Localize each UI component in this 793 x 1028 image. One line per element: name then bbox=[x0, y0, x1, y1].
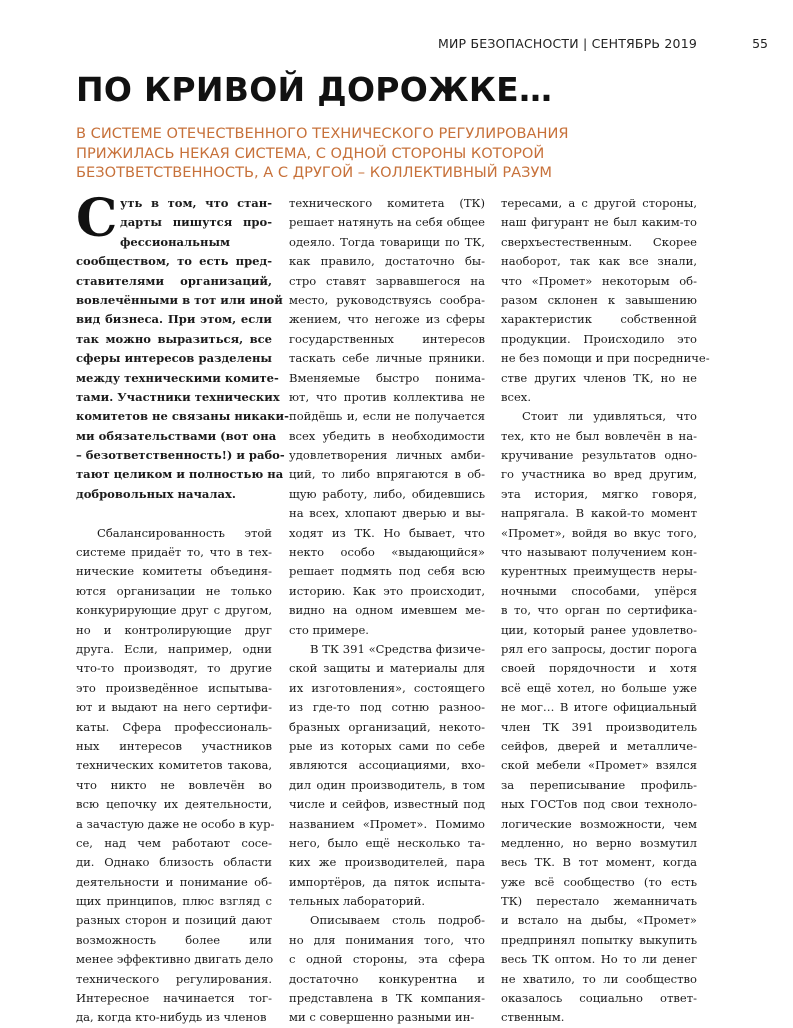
text-line: курентных преимуществ неры- bbox=[501, 564, 697, 579]
text-line: системе придаёт то, что в тех- bbox=[76, 545, 272, 560]
text-line: но и контролирующие друг bbox=[76, 622, 272, 637]
text-line: кручивание результатов одно- bbox=[501, 448, 697, 463]
text-line: сто примере. bbox=[289, 622, 369, 637]
text-line: из где-то под сотню разноо- bbox=[289, 700, 485, 715]
text-line: и встало на дыбы, «Промет» bbox=[501, 913, 697, 928]
text-line: конкурирующие друг с другом, bbox=[76, 603, 272, 618]
lead-line: В СИСТЕМЕ ОТЕЧЕСТВЕННОГО ТЕХНИЧЕСКОГО РЕГУЛИРОВАНИЯ bbox=[76, 125, 569, 142]
text-line: наш фигурант не был каким-то bbox=[501, 215, 697, 230]
text-line: это произведённое испытыва- bbox=[76, 680, 272, 695]
text-line: сейфов, дверей и металличе- bbox=[501, 738, 697, 753]
text-line: Стоит ли удивляться, что bbox=[522, 409, 697, 424]
text-line: рял его запросы, достиг порога bbox=[501, 641, 697, 656]
text-line: Сбалансированность этой bbox=[97, 525, 272, 540]
article-column-2 bbox=[289, 194, 485, 1028]
text-line: ночными способами, упёрся bbox=[501, 583, 697, 598]
text-line: возможность более или bbox=[76, 932, 272, 947]
text-line: рые из которых сами по себе bbox=[289, 738, 485, 753]
text-line: что называют получением кон- bbox=[501, 545, 697, 560]
text-line: дил один производитель, в том bbox=[289, 777, 485, 792]
text-line: представлена в ТК компания- bbox=[289, 991, 485, 1006]
text-line: каты. Сфера профессиональ- bbox=[76, 719, 272, 734]
text-line: сферы интересов разделены bbox=[76, 351, 272, 366]
text-line: логические возможности, чем bbox=[501, 816, 697, 831]
text-line: а зачастую даже не особо в кур- bbox=[76, 816, 275, 831]
text-line: решает подмять под себя всю bbox=[289, 564, 485, 579]
text-line: уть в том, что стан- bbox=[120, 196, 272, 210]
text-line: ются организации не только bbox=[76, 583, 272, 598]
text-line: являются ассоциациями, вхо- bbox=[289, 758, 485, 773]
text-line: нические комитеты объединя- bbox=[76, 564, 272, 579]
text-line: тересами, а с другой стороны, bbox=[501, 196, 697, 210]
text-line: их изготовления», состоящего bbox=[289, 680, 485, 695]
text-line: всю цепочку их деятельности, bbox=[76, 797, 272, 812]
text-line: ют, что против коллектива не bbox=[289, 389, 485, 404]
text-line: ходят из ТК. Но бывает, что bbox=[289, 525, 485, 540]
text-line: фессиональным bbox=[120, 234, 231, 249]
text-line: добровольных началах. bbox=[76, 486, 236, 501]
text-line: се, над чем работают сосе- bbox=[76, 835, 272, 850]
text-line: не мог… В итоге официальный bbox=[501, 700, 697, 715]
text-line: ской защиты и материалы для bbox=[289, 661, 485, 676]
text-line: технического регулирования. bbox=[76, 971, 272, 986]
drop-cap: С bbox=[76, 188, 118, 249]
text-line: что-то производят, то другие bbox=[76, 661, 272, 676]
text-line: удовлетворения личных амби- bbox=[289, 448, 485, 463]
text-line: ТК) перестало жеманничать bbox=[501, 894, 697, 909]
text-line: в то, что орган по сертифика- bbox=[501, 603, 697, 618]
text-line: как правило, достаточно бы- bbox=[289, 254, 485, 269]
text-line: сверхъестественным. Скорее bbox=[501, 234, 697, 249]
text-line: стве других членов ТК, но не bbox=[501, 370, 697, 385]
text-line: не без помощи и при посредниче- bbox=[501, 351, 710, 366]
text-line: эта история, мягко говоря, bbox=[501, 486, 697, 501]
text-line: числе и сейфов, известный под bbox=[289, 797, 485, 812]
text-line: напрягала. В какой-то момент bbox=[501, 506, 697, 521]
text-line: тают целиком и полностью на bbox=[76, 467, 284, 482]
text-line: В ТК 391 «Средства физиче- bbox=[310, 641, 485, 656]
text-line: импортёров, да пяток испыта- bbox=[289, 874, 485, 889]
text-line: пойдёшь и, если не получается bbox=[289, 409, 485, 424]
text-line: ственным. bbox=[501, 1010, 565, 1025]
text-line: решает натянуть на себя общее bbox=[289, 215, 485, 230]
text-line: оказалось социально ответ- bbox=[501, 991, 697, 1006]
text-line: место, руководствуясь сообра- bbox=[289, 292, 485, 307]
text-line: но для понимания того, что bbox=[289, 932, 485, 947]
text-line: ми обязательствами (вот она bbox=[76, 428, 277, 443]
text-line: ких же производителей, пара bbox=[289, 855, 485, 870]
text-line: всё ещё хотел, но больше уже bbox=[501, 680, 697, 695]
running-header: МИР БЕЗОПАСНОСТИ | СЕНТЯБРЬ 2019 bbox=[438, 36, 697, 51]
lead-line: БЕЗОТВЕТСТВЕННОСТЬ, А С ДРУГОЙ – КОЛЛЕКТИВНЫЙ РАЗУМ bbox=[76, 164, 552, 181]
text-line: таскать себе личные пряники. bbox=[289, 351, 485, 366]
text-line: характеристик собственной bbox=[501, 312, 697, 327]
text-line: одеяло. Тогда товарищи по ТК, bbox=[289, 234, 485, 249]
text-line: ми с совершенно разными ин- bbox=[289, 1010, 475, 1025]
text-line: «Промет», войдя во вкус того, bbox=[501, 525, 697, 540]
text-line: видно на одном имевшем ме- bbox=[289, 603, 485, 618]
text-line: тами. Участники технических bbox=[76, 389, 280, 404]
text-line: вовлечёнными в тот или иной bbox=[76, 292, 283, 307]
text-line: названием «Промет». Помимо bbox=[289, 816, 485, 831]
text-line: Вменяемые быстро понима- bbox=[289, 370, 485, 385]
text-line: щую работу, либо, обидевшись bbox=[289, 486, 485, 501]
text-line: ди. Однако близость области bbox=[76, 855, 272, 870]
text-line: Интересное начинается тог- bbox=[76, 991, 272, 1006]
text-line: ций, то либо впрягаются в об- bbox=[289, 467, 485, 482]
article-column-3 bbox=[501, 194, 710, 1028]
text-line: член ТК 391 производитель bbox=[501, 719, 697, 734]
text-line: ской мебели «Промет» взялся bbox=[501, 758, 697, 773]
text-line: уже всё сообщество (то есть bbox=[501, 874, 697, 889]
text-line: дарты пишутся про- bbox=[120, 215, 272, 230]
text-line: – безответственность!) и рабо- bbox=[76, 448, 285, 463]
text-line: ных интересов участников bbox=[76, 738, 272, 753]
text-line: медленно, но верно возмутил bbox=[501, 835, 697, 850]
text-line: государственных интересов bbox=[289, 331, 485, 346]
text-line: технического комитета (ТК) bbox=[289, 196, 485, 210]
text-line: некто особо «выдающийся» bbox=[289, 545, 485, 560]
text-line: бразных организаций, некото- bbox=[289, 719, 485, 734]
text-line: менее эффективно двигать дело bbox=[76, 952, 274, 967]
text-line: го участника во вред другим, bbox=[501, 467, 697, 482]
text-line: ции, который ранее удовлетво- bbox=[501, 622, 697, 637]
text-line: ных ГОСТов под свои техноло- bbox=[501, 797, 697, 812]
text-line: за переписывание профиль- bbox=[501, 777, 697, 792]
paragraph-gap bbox=[76, 504, 272, 523]
text-line: продукции. Происходило это bbox=[501, 331, 697, 346]
text-line: Описываем столь подроб- bbox=[310, 913, 485, 928]
lead-line: ПРИЖИЛАСЬ НЕКАЯ СИСТЕМА, С ОДНОЙ СТОРОНЫ КОТОРОЙ bbox=[76, 144, 545, 162]
text-line: сообществом, то есть пред- bbox=[76, 254, 272, 269]
text-line: так можно выразиться, все bbox=[76, 331, 272, 346]
text-line: щих принципов, плюс взгляд с bbox=[76, 894, 272, 909]
text-line: наоборот, так как все знали, bbox=[501, 254, 697, 269]
text-line: разом склонен к завышению bbox=[501, 292, 697, 307]
text-line: вид бизнеса. При этом, если bbox=[76, 312, 272, 327]
text-line: разных сторон и позиций дают bbox=[76, 913, 272, 928]
text-line: стро ставят зарвавшегося на bbox=[289, 273, 485, 288]
text-line: на всех, хлопают дверью и вы- bbox=[289, 506, 485, 521]
text-line: своей порядочности и хотя bbox=[501, 661, 697, 676]
text-line: тех, кто не был вовлечён в на- bbox=[501, 428, 697, 443]
text-line: предпринял попытку выкупить bbox=[501, 932, 697, 947]
text-line: историю. Как это происходит, bbox=[289, 583, 485, 598]
text-line: достаточно конкурентна и bbox=[289, 971, 485, 986]
text-line: весь ТК. В тот момент, когда bbox=[501, 855, 697, 870]
article-title: ПО КРИВОЙ ДОРОЖКЕ… bbox=[76, 70, 553, 109]
text-line: ставителями организаций, bbox=[76, 273, 272, 288]
text-line: всех убедить в необходимости bbox=[289, 428, 485, 443]
text-line: тельных лабораторий. bbox=[289, 894, 426, 909]
text-line: весь ТК оптом. Но то ли денег bbox=[501, 952, 697, 967]
article-lead bbox=[76, 124, 569, 183]
text-line: что «Промет» некоторым об- bbox=[501, 273, 697, 288]
article-column-1 bbox=[76, 188, 289, 1028]
text-line: между техническими комите- bbox=[76, 370, 279, 385]
text-line: что никто не вовлечён во bbox=[76, 777, 272, 792]
text-line: ют и выдают на него сертифи- bbox=[76, 700, 272, 715]
text-line: технических комитетов такова, bbox=[76, 758, 272, 773]
text-line: него, было ещё несколько та- bbox=[289, 835, 485, 850]
text-line: деятельности и понимание об- bbox=[76, 874, 272, 889]
page-number: 55 bbox=[752, 36, 768, 51]
text-line: жением, что негоже из сферы bbox=[289, 312, 485, 327]
text-line: комитетов не связаны никаки- bbox=[76, 409, 289, 424]
text-line: да, когда кто-нибудь из членов bbox=[76, 1010, 267, 1025]
text-line: друга. Если, например, одни bbox=[76, 641, 272, 656]
text-line: не хватило, то ли сообщество bbox=[501, 971, 697, 986]
text-line: с одной стороны, эта сфера bbox=[289, 952, 485, 967]
text-line: всех. bbox=[501, 389, 531, 404]
